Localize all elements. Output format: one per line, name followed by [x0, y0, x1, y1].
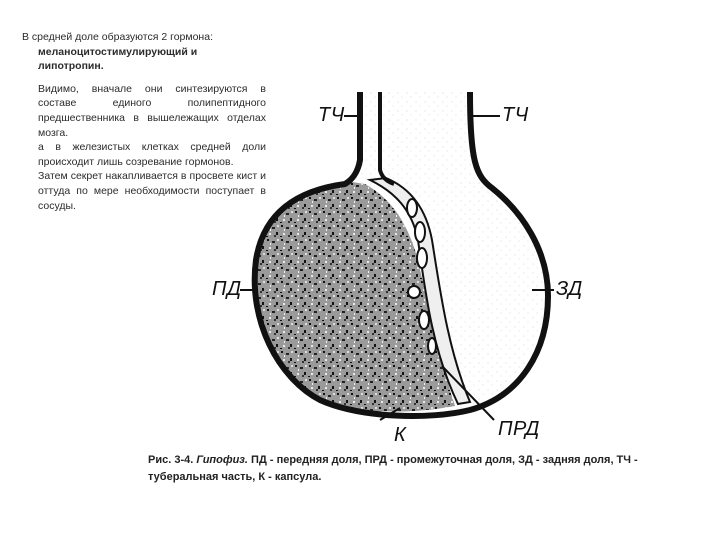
label-tch-left: ТЧ: [318, 104, 345, 126]
figure-caption: [148, 452, 678, 486]
caption-title: Гипофиз.: [196, 454, 248, 466]
text-paragraph-4: Затем секрет накапливается в просвете кист и оттуда по мере необходимости поступает в сосуды.: [38, 170, 266, 212]
label-zd: ЗД: [556, 278, 583, 300]
label-pd: ПД: [212, 278, 242, 300]
text-paragraph-2: Видимо, вначале они синтезируются в составе единого полипептидного предшественника в вышележащих отделах мозга.: [38, 82, 266, 139]
caption-text: ПД - передняя доля, ПРД - промежуточная доля, ЗД - задняя доля, ТЧ - туберальная часть, К - капсула.: [148, 454, 638, 483]
label-tch-right: ТЧ: [502, 104, 529, 126]
text-line-2: меланоцитостимулирующий и: [38, 45, 198, 58]
text-line-3: липотропин.: [38, 60, 104, 73]
text-paragraph-3: а в железистых клетках средней доли происходит лишь созревание гормонов.: [38, 141, 266, 168]
caption-figure-ref: Рис. 3-4.: [148, 454, 194, 466]
label-k: К: [394, 424, 407, 446]
label-prd: ПРД: [498, 418, 540, 440]
text-line-1: В средней доле образуются 2 гормона:: [22, 31, 213, 43]
